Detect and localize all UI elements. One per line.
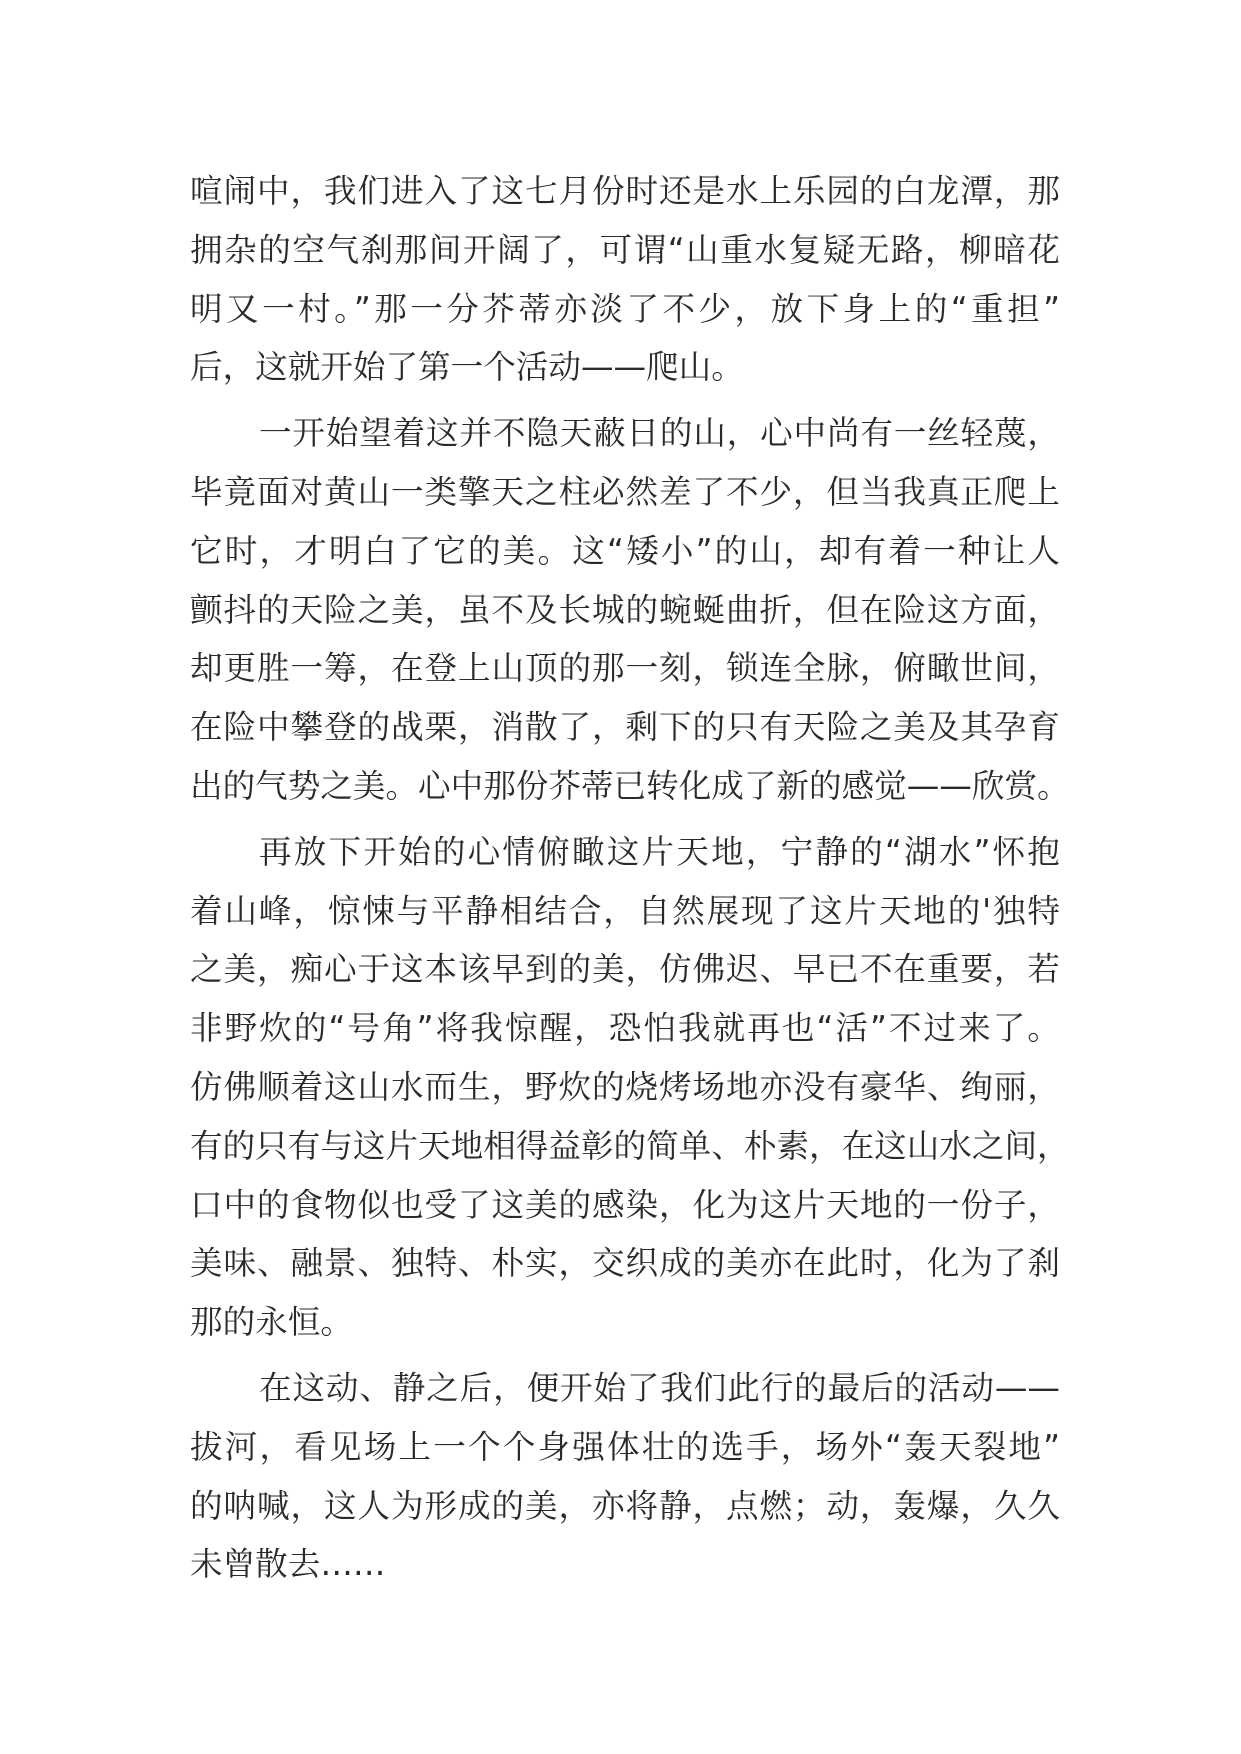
text-line: 非野炊的“号角”将我惊醒，恐怕我就再也“活”不过来了。 [190,1009,1060,1048]
text-line: 它时，才明白了它的美。这“矮小”的山，却有着一种让人 [190,531,1060,570]
text-line: 颤抖的天险之美，虽不及长城的蜿蜒曲折，但在险这方面， [190,590,1060,629]
text-line: 明又一村。”那一分芥蒂亦淡了不少，放下身上的“重担” [190,289,1060,328]
text-line: 后，这就开始了第一个活动——爬山。 [190,348,744,387]
text-line: 拔河，看见场上一个个身强体壮的选手，场外“轰天裂地” [190,1427,1060,1466]
text-line: 拥杂的空气刹那间开阔了，可谓“山重水复疑无路，柳暗花 [190,230,1060,269]
text-line: 着山峰，惊悚与平静相结合，自然展现了这片天地的'独特 [190,891,1060,930]
text-line: 却更胜一筹，在登上山顶的那一刻，锁连全脉，俯瞰世间， [190,649,1060,688]
text-line: 之美，痴心于这本该早到的美，仿佛迟、早已不在重要，若 [190,950,1060,989]
text-line: 毕竟面对黄山一类擎天之柱必然差了不少，但当我真正爬上 [190,472,1060,511]
text-line: 有的只有与这片天地相得益彰的简单、朴素，在这山水之间， [190,1126,1070,1165]
text-line: 未曾散去…… [190,1545,386,1584]
text-line: 的呐喊，这人为形成的美，亦将静，点燃；动，轰爆，久久 [190,1486,1060,1525]
text-line: 喧闹中，我们进入了这七月份时还是水上乐园的白龙潭，那 [190,172,1060,210]
text-line: 出的气势之美。心中那份芥蒂已转化成了新的感觉——欣赏。 [190,766,1070,805]
text-line: 仿佛顺着这山水而生，野炊的烧烤场地亦没有豪华、绚丽， [190,1067,1060,1106]
text-line: 美味、融景、独特、朴实，交织成的美亦在此时，化为了刹 [190,1244,1060,1283]
body-text [190,162,1070,1594]
text-line: 那的永恒。 [190,1303,353,1342]
text-line: 再放下开始的心情俯瞰这片天地，宁静的“湖水”怀抱 [259,832,1060,871]
text-line: 口中的食物似也受了这美的感染，化为这片天地的一份子， [190,1185,1060,1224]
text-line: 在这动、静之后，便开始了我们此行的最后的活动—— [259,1368,1060,1407]
text-line: 在险中攀登的战栗，消散了，剩下的只有天险之美及其孕育 [190,708,1060,747]
text-line: 一开始望着这并不隐天蔽日的山，心中尚有一丝轻蔑， [259,414,1060,453]
